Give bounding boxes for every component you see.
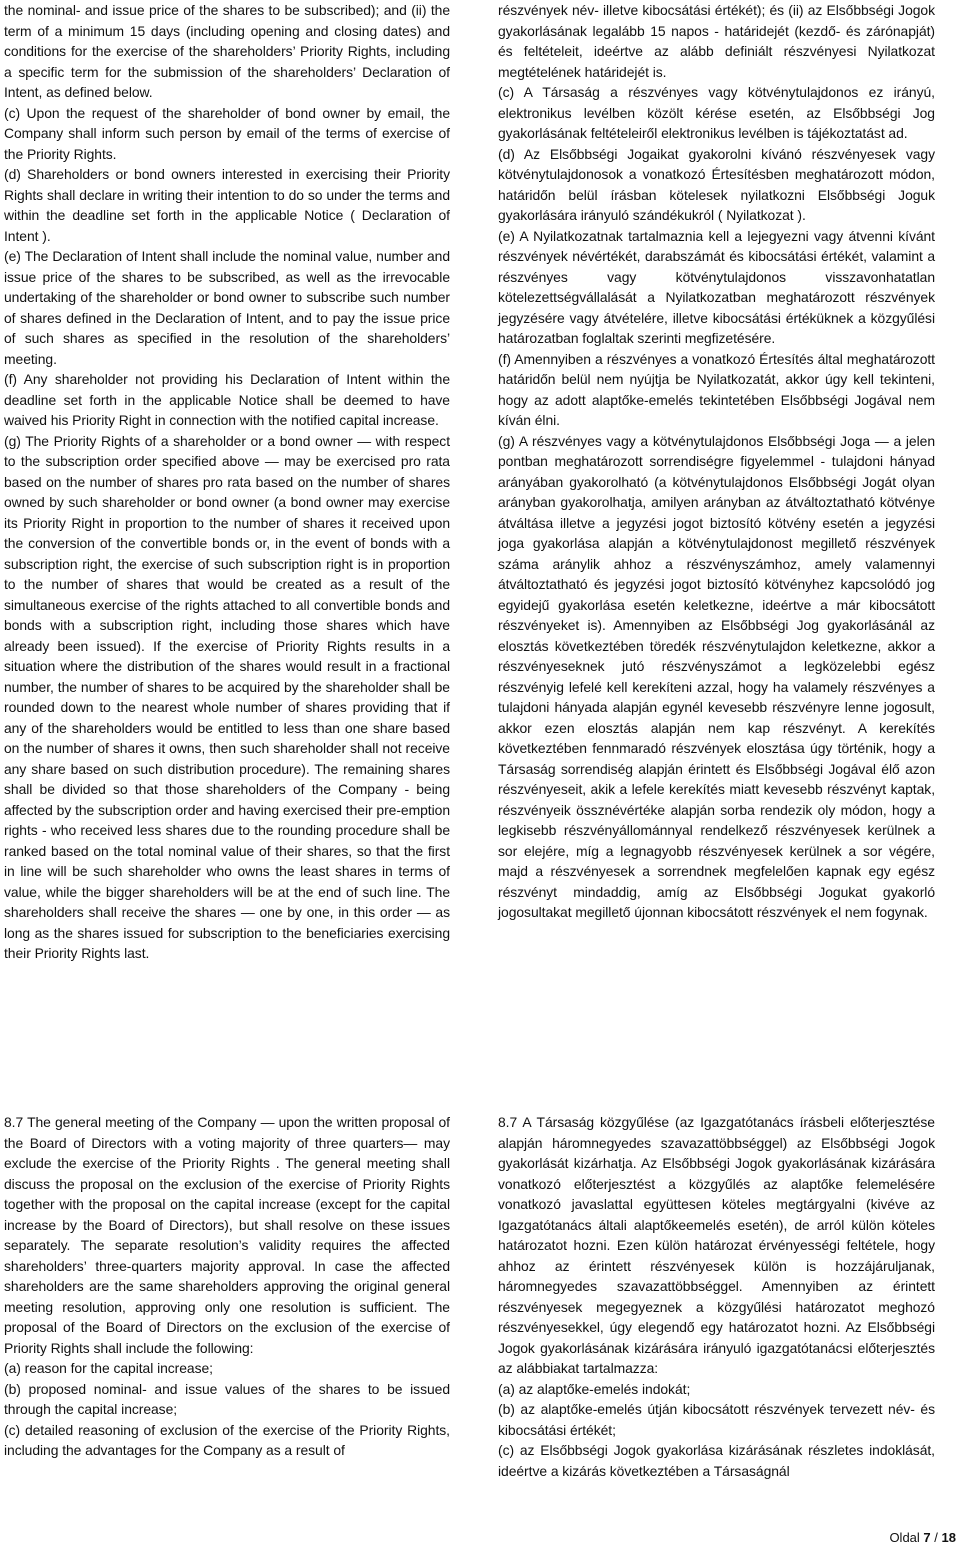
paragraph-e: (e) The Declaration of Intent shall include the nominal value, number and issue price of the shares to be subscribed, as well as the irrevocable undertaking of the shareholder or bond owner to subscribe such number of shares defined in the Declaration of Intent, and to pay the issue price of such shares as specified in the resolution of the shareholders’ meeting. bbox=[4, 248, 450, 367]
item-a: (a) reason for the capital increase; bbox=[4, 1360, 213, 1376]
item-b: (b) proposed nominal- and issue values of the shares to be issued through the capital increase; bbox=[4, 1380, 450, 1417]
item-a: (a) az alaptőke-emelés indokát; bbox=[498, 1380, 691, 1397]
paragraph: részvények név- illetve kibocsátási értékét); és (ii) az Elsőbbségi Jogok gyakorlásának legalább 15 napos - határidejét (kezdő- és zárónapját) és feltételeit, ideértve az alább definiált részvényesi Nyilatkozat megtételének határidejét is. bbox=[498, 2, 935, 80]
paragraph-e: (e) A Nyilatkozatnak tartalmaznia kell a lejegyezni vagy átvenni kívánt részvények névértékét, darabszámát és kibocsátási értékét, valamint a részvényes vagy kötvénytulajdonos visszavonhatatlan kötelezettségvállalását a Nyilatkozatban meghatározott részvények jegyzésére vagy átvételére, illetve kibocsátási értéküknek a közgyűlési határozatban foglaltak szerinti megfizetésére. bbox=[498, 227, 935, 346]
item-c: (c) detailed reasoning of exclusion of the exercise of the Priority Rights, including the advantages for the Company as a result of bbox=[4, 1421, 450, 1458]
item-b: (b) az alaptőke-emelés útján kibocsátott részvények tervezett név- és kibocsátási értékét; bbox=[498, 1401, 935, 1438]
page-number bbox=[889, 1530, 956, 1545]
paragraph-d: (d) Shareholders or bond owners interested in exercising their Priority Rights shall declare in writing their intention to do so under the terms and within the deadline set forth in the applicable Notice ( Declaration of Intent ). bbox=[4, 166, 450, 244]
paragraph-c: (c) Upon the request of the shareholder of bond owner by email, the Company shall inform such person by email of the terms of exercise of the Priority Rights. bbox=[4, 104, 450, 162]
paragraph-f: (f) Any shareholder not providing his Declaration of Intent within the deadline set forth in the applicable Notice shall be deemed to have waived his Priority Right in connection with the notified capital increase. bbox=[4, 371, 450, 428]
paragraph-g: (g) The Priority Rights of a shareholder or a bond owner — with respect to the subscription order specified above — may be exercised pro rata based on the number of shares pro rata based on the number of shares owned by such shareholder or bond owner (a bond owner may exercise its Priority Right in proportion to the number of shares it received upon the conversion of the convertible bonds or, in the event of bonds with a subscription right, the exercise of such subscription right is in proportion to the number of shares that would be created as a result of the simultaneous exercise of the rights attached to all convertible bonds and bonds with a subscription right, including those shares which have already been issued). If the exercise of Priority Rights results in a situation where the distribution of the shares would result in a fractional number, the number of shares to be acquired by the shareholder shall be rounded down to the nearest whole number of shares providing that if any of the shareholders would be entitled to less than one share based on the number of shares it owns, then such shareholder shall not receive any share based on such distribution procedure). The remaining shares shall be divided so that those shareholders of the Company - being affected by the subscription order and having exercised their pre-emption rights - who received less shares due to the rounding procedure shall be ranked based on the total nominal value of their shares, so that the first in line will be such shareholder who owns the least shares in terms of value, while the bigger shareholders will be at the end of such line. The shareholders shall receive the shares — one by one, in this order — as long as the shares issued for subscription to the beneficiaries exercising their Priority Rights last. bbox=[4, 432, 450, 961]
total-pages: 18 bbox=[941, 1530, 956, 1545]
paragraph-c: (c) A Társaság a részvényes vagy kötvénytulajdonos ez irányú, elektronikus levélben közölt kérése esetén, az Elsőbbségi Jog gyakorlásának feltételeiről elektronikus levélben is tájékoztatást ad. bbox=[498, 84, 935, 141]
english-section-8-7 bbox=[4, 1112, 450, 1461]
section-8-7-intro: 8.7 A Társaság közgyűlése (az Igazgatótanács írásbeli előterjesztése alapján háromnegyedes szavazattöbbséggel) az Elsőbbségi Jogok gyakorlását kizárhatja. Az Elsőbbségi Jogok gyakorlásának kizárására vonatkozó előterjesztést a közgyűlés az alaptőke felemelésére vonatkozó javaslattal együttesen köteles megtárgyalni (kivéve az Igazgatótanács általi alaptőkeemelés esetén), de arról külön köteles határozatot hozni. Ezen külön határozat érvényességi feltétele, hogy ahhoz az érintett részvényesek külön is hozzájáruljanak, háromnegyedes szavazattöbbséggel. Amennyiben az érintett részvényesek megegyeznek a közgyűlési határozatot meghozó részvényesekkel, úgy elegendő egy határozatot hozni. Az Elsőbbségi Jogok gyakorlásának kizárására irányuló igazgatótanácsi előterjesztés az alábbiakat tartalmazza: bbox=[498, 1114, 935, 1376]
hungarian-section-8-7 bbox=[498, 1112, 935, 1481]
paragraph-f: (f) Amennyiben a részvényes a vonatkozó Értesítés által meghatározott határidőn belül nem nyújtja be Nyilatkozatát, akkor úgy kell tekinteni, hogy az adott alaptőke-emelés tekintetében Elsőbbségi Jogával nem kíván élni. bbox=[498, 350, 935, 428]
paragraph: the nominal- and issue price of the shares to be subscribed); and (ii) the term of a minimum 15 days (including opening and closing dates) and conditions for the exercise of the shareholders’ Priority Rights, including a specific term for the submission of the shareholders’ Declaration of Intent, as defined below. bbox=[4, 2, 450, 100]
paragraph-d: (d) Az Elsőbbségi Jogaikat gyakorolni kívánó részvényesek vagy kötvénytulajdonosok a vonatkozó Értesítésben meghatározott módon, határidőn belül írásban kötelesek nyilatkozni Elsőbbségi Joguk gyakorlására irányuló szándékukról ( Nyilatkozat ). bbox=[498, 145, 935, 223]
english-section-upper bbox=[4, 0, 450, 964]
page-label: Oldal bbox=[889, 1530, 920, 1545]
hungarian-section-upper bbox=[498, 0, 935, 923]
page-separator: / bbox=[934, 1530, 938, 1545]
paragraph-g: (g) A részvényes vagy a kötvénytulajdonos Elsőbbségi Joga — a jelen pontban meghatározott sorrendiségre figyelemmel - tulajdoni hányad arányában gyakorolható (a kötvénytulajdonos Elsőbbségi Jogát olyan arányban gyakorolhatja, amilyen arányban az átváltoztatható kötvénye átváltása illetve a jegyzési jogot biztosító kötvény esetén a jegyzési joga gyakorlása alapján a kötvénytulajdonost megillető részvények száma aránylik ahhoz a részvényszámhoz, amely valamennyi átváltoztatható és jegyzési jogot biztosító kötvényhez kapcsolódó jog egyidejű gyakorlása esetén keletkezne, ideértve a már kibocsátott részvényeket is). Amennyiben az Elsőbbségi Jog gyakorlásánál az elosztás következtében töredék részvénytulajdon keletkezne, akkor a részvényeseknek jutó részvényszámot a legközelebbi egész részvényig lefelé kell kerekíteni azzal, hogy ha valamely részvényes a tulajdoni hányada alapján egynél kevesebb részvényre lenne jogosult, akkor ezen elosztás alapján nem kap részvényt. A kerekítés következtében fennmaradó részvények elosztása úgy történik, hogy a Társaság sorrendiség alapján érintett és Elsőbbségi Jogával élő azon részvényeseit, akik a lefele kerekítés miatt kevesebb részvényt kaptak, részvényeik össznévértéke alapján sorba rendezik oly módon, hogy a legkisebb részvényállománnyal rendelkező részvényesek kerülnek a sor elejére, míg a legnagyobb részvényesek kerülnek a sor végére, majd a részvényesek a sorrendnek megfelelően kapnak egy egész részvényt mindaddig, amíg az Elsőbbségi Jogukat gyakorló jogosultakat megillető újonnan kibocsátott részvények el nem fogynak. bbox=[498, 432, 935, 920]
current-page: 7 bbox=[923, 1530, 931, 1545]
section-8-7-intro: 8.7 The general meeting of the Company — upon the written proposal of the Board of Directors with a voting majority of three quarters— may exclude the exercise of the Priority Rights . The general meeting shall discuss the proposal on the exclusion of the exercise of Priority Rights together with the proposal on the capital increase (except for the capital increase by the Board of Directors), but shall resolve on these issues separately. The separate resolution’s validity requires the affected shareholders’ three-quarters majority approval. In case the affected shareholders are the same shareholders approving the original general meeting resolution, approving only one resolution is sufficient. The proposal of the Board of Directors on the exclusion of the exercise of Priority Rights shall include the following: bbox=[4, 1114, 450, 1356]
item-c: (c) az Elsőbbségi Jogok gyakorlása kizárásának részletes indoklását, ideértve a kizárás következtében a Társaságnál bbox=[498, 1442, 935, 1479]
